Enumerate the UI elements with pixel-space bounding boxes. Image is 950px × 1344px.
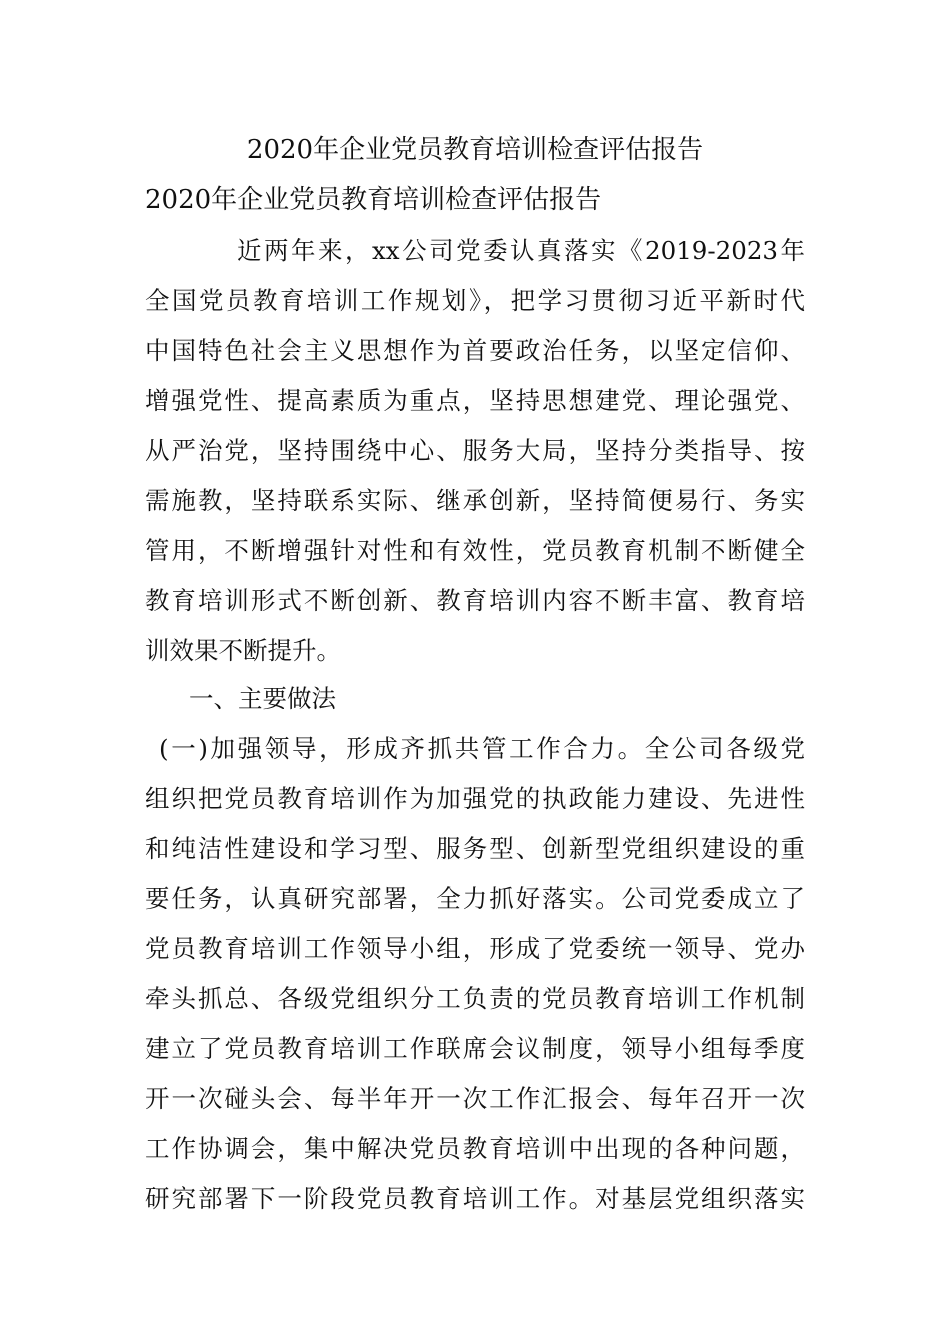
paragraph-line: 需施教，坚持联系实际、继承创新，坚持简便易行、务实 <box>145 486 805 515</box>
document-subtitle: 2020年企业党员教育培训检查评估报告 <box>145 185 602 215</box>
paragraph-line: 管用，不断增强针对性和有效性，党员教育机制不断健全 <box>145 536 805 565</box>
section-heading: 一、主要做法 <box>189 684 336 713</box>
paragraph-line: 中国特色社会主义思想作为首要政治任务，以坚定信仰、 <box>145 336 805 365</box>
paragraph-line: 组织把党员教育培训作为加强党的执政能力建设、先进性 <box>145 784 805 813</box>
paragraph-line: 增强党性、提高素质为重点，坚持思想建党、理论强党、 <box>145 386 805 415</box>
section-heading-block <box>145 674 805 724</box>
paragraph-line: 训效果不断提升。 <box>145 636 341 665</box>
paragraph-line: 近两年来，xx公司党委认真落实《2019-2023年 <box>237 236 805 265</box>
paragraph-line: 建立了党员教育培训工作联席会议制度，领导小组每季度 <box>145 1034 805 1063</box>
paragraph-line: (一)加强领导，形成齐抓共管工作合力。全公司各级党 <box>159 734 805 763</box>
paragraph-line: 研究部署下一阶段党员教育培训工作。对基层党组织落实 <box>145 1184 805 1213</box>
paragraph-line: 工作协调会，集中解决党员教育培训中出现的各种问题， <box>145 1134 805 1163</box>
paragraph-line: 和纯洁性建设和学习型、服务型、创新型党组织建设的重 <box>145 834 805 863</box>
paragraph-line: 从严治党，坚持围绕中心、服务大局，坚持分类指导、按 <box>145 436 805 465</box>
paragraph-line: 牵头抓总、各级党组织分工负责的党员教育培训工作机制 <box>145 984 805 1013</box>
paragraph-line: 要任务，认真研究部署，全力抓好落实。公司党委成立了 <box>145 884 805 913</box>
paragraph-line: 教育培训形式不断创新、教育培训内容不断丰富、教育培 <box>145 586 805 615</box>
document-title: 2020年企业党员教育培训检查评估报告 <box>246 135 704 165</box>
intro-paragraph <box>145 226 805 676</box>
paragraph-line: 开一次碰头会、每半年开一次工作汇报会、每年召开一次 <box>145 1084 805 1113</box>
paragraph-line: 全国党员教育培训工作规划》，把学习贯彻习近平新时代 <box>145 286 805 315</box>
paragraph-line: 党员教育培训工作领导小组，形成了党委统一领导、党办 <box>145 934 805 963</box>
practice-paragraph <box>145 724 805 1224</box>
